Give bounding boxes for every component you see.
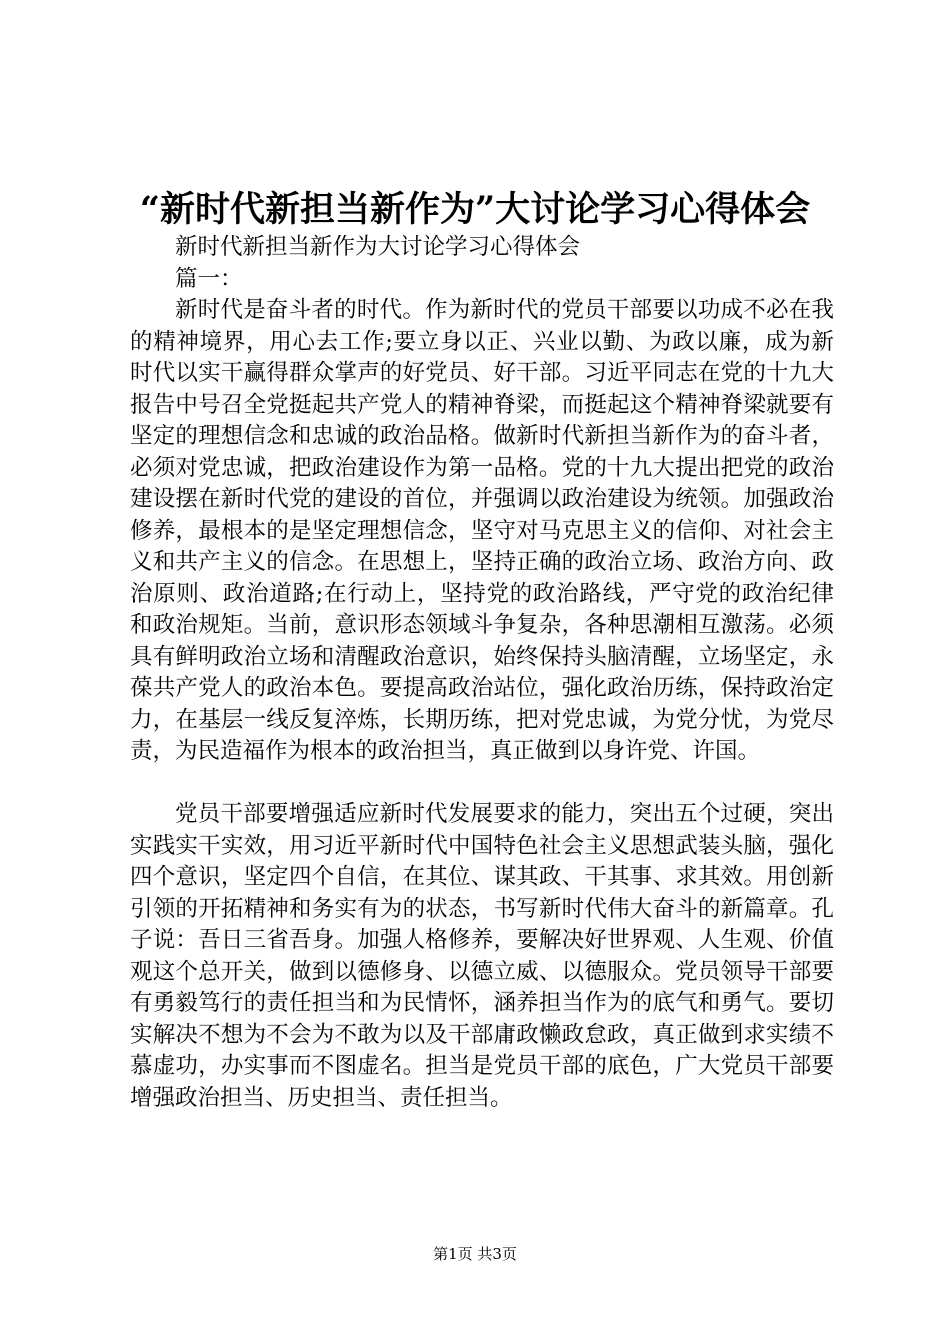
section-label: 篇一：	[175, 265, 243, 292]
paragraph-1: 新时代是奋斗者的时代。作为新时代的党员干部要以功成不必在我的精神境界，用心去工作;要立身以正、兴业以勤、为政以廉，成为新时代以实干赢得群众掌声的好党员、好干部。习近平同志在党的十九大报告中号召全党挺起共产党人的精神脊梁，而挺起这个精神脊梁就要有坚定的理想信念和忠诚的政治品格。做新时代新担当新作为的奋斗者，必须对党忠诚，把政治建设作为第一品格。党的十九大提出把党的政治建设摆在新时代党的建设的首位，并强调以政治建设为统领。加强政治修养，最根本的是坚定理想信念，坚守对马克思主义的信仰、对社会主义和共产主义的信念。在思想上，坚持正确的政治立场、政治方向、政治原则、政治道路;在行动上，坚持党的政治路线，严守党的政治纪律和政治规矩。当前，意识形态领域斗争复杂，各种思潮相互激荡。必须具有鲜明政治立场和清醒政治意识，始终保持头脑清醒，立场坚定，永葆共产党人的政治本色。要提高政治站位，强化政治历练，保持政治定力，在基层一线反复淬炼，长期历练，把对党忠诚，为党分忧，为党尽责，为民造福作为根本的政治担当，真正做到以身许党、许国。	[130, 297, 834, 764]
document-body	[130, 232, 834, 1114]
document-title: “新时代新担当新作为”大讨论学习心得体会	[139, 189, 811, 230]
paragraph-2: 党员干部要增强适应新时代发展要求的能力，突出五个过硬，突出实践实干实效，用习近平新时代中国特色社会主义思想武装头脑，强化四个意识，坚定四个自信，在其位、谋其政、干其事、求其效。用创新引领的开拓精神和务实有为的状态，书写新时代伟大奋斗的新篇章。孔子说：吾日三省吾身。加强人格修养，要解决好世界观、人生观、价值观这个总开关，做到以德修身、以德立威、以德服众。党员领导干部要有勇毅笃行的责任担当和为民情怀，涵养担当作为的底气和勇气。要切实解决不想为不会为不敢为以及干部庸政懒政怠政，真正做到求实绩不慕虚功，办实事而不图虚名。担当是党员干部的底色，广大党员干部要增强政治担当、历史担当、责任担当。	[130, 801, 834, 1111]
document-subtitle: 新时代新担当新作为大讨论学习心得体会	[175, 234, 581, 260]
paragraph-spacer	[130, 768, 834, 800]
page-number: 第1页 共3页	[433, 1245, 517, 1263]
